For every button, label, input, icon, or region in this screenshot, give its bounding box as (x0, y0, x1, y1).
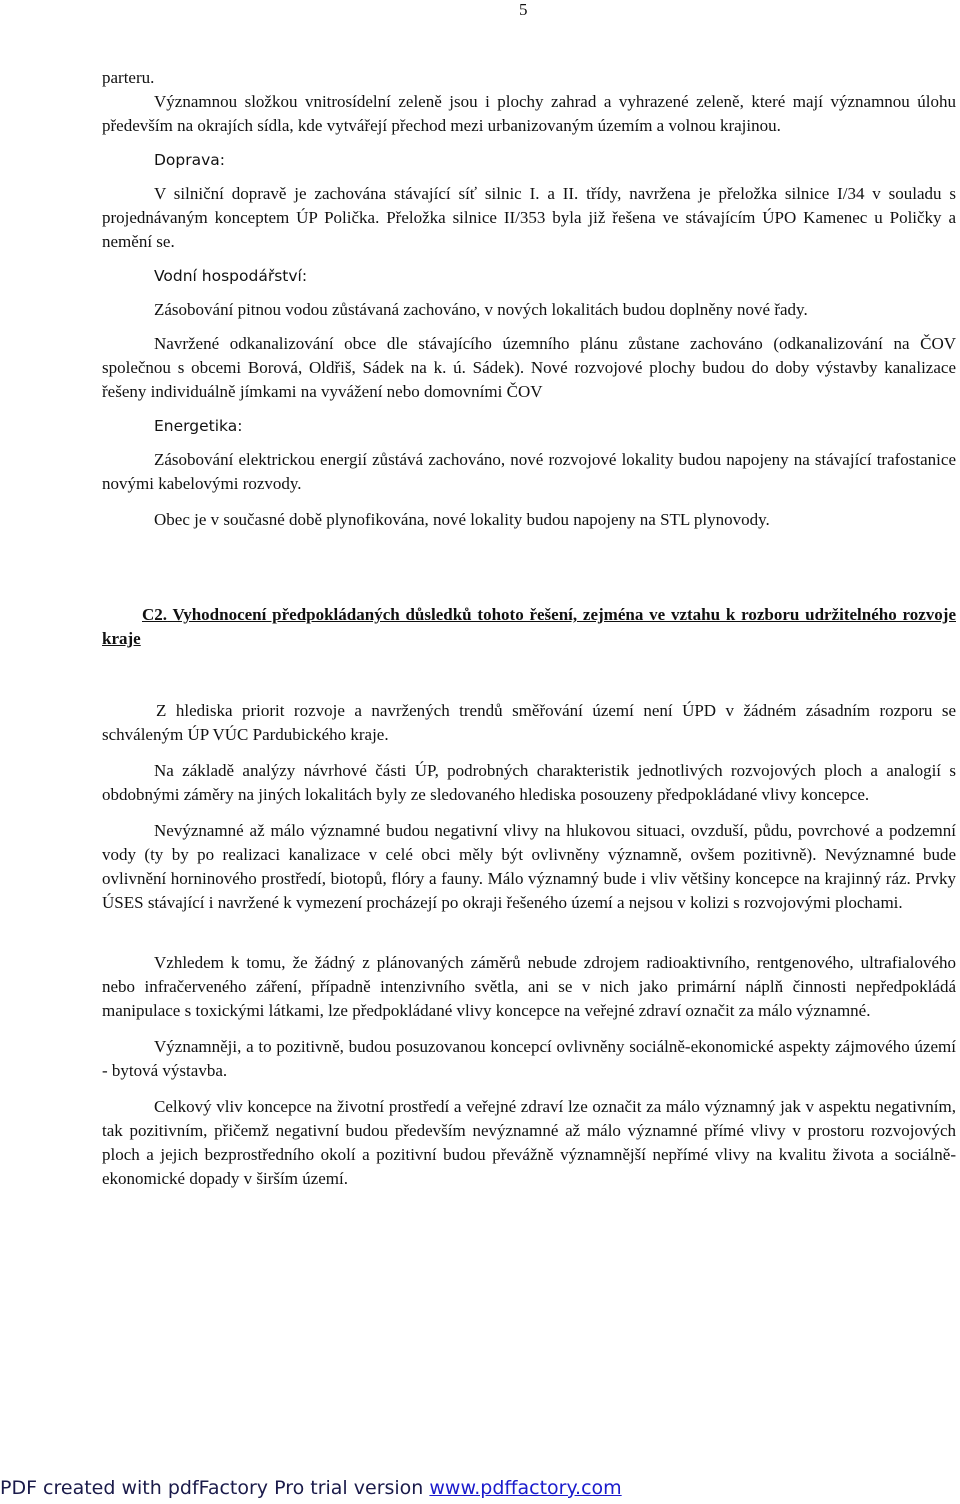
paragraph: Z hlediska priorit rozvoje a navržených trendů směřování území není ÚPD v žádném zásadním rozporu se schváleným ÚP VÚC Pardubického kraje. (102, 701, 956, 744)
document-body (102, 66, 956, 1191)
paragraph: Obec je v současné době plynofikována, nové lokality budou napojeny na STL plynovody. (154, 510, 770, 529)
paragraph: Významnou složkou vnitrosídelní zeleně jsou i plochy zahrad a vyhrazené zeleně, které mají významnou úlohu především na okrajích sídla, kde vytvářejí přechod mezi urbanizovaným územím a volnou krajinou. (102, 92, 956, 135)
heading-doprava: Doprava: (154, 151, 226, 169)
paragraph: Celkový vliv koncepce na životní prostředí a veřejné zdraví lze označit za málo významný jak v aspektu negativním, tak pozitivním, přičemž negativní budou především nevýznamné až málo významné přímé vlivy v prostoru rozvojových ploch a jejich bezprostředního okolí a pozitivní budou převážně významnější nepřímé vlivy na kvalitu života a sociálně-ekonomické dopady v širším území. (102, 1097, 956, 1188)
footer-text: PDF created with pdfFactory Pro trial version (0, 1477, 430, 1499)
page-number: 5 (519, 0, 528, 19)
heading-vodni-hospodarstvi: Vodní hospodářství: (154, 267, 308, 285)
paragraph: Na základě analýzy návrhové části ÚP, podrobných charakteristik jednotlivých rozvojových ploch a analogií s obdobnými záměry na jiných lokalitách byly ze sledovaného hlediska posouzeny předpokládané vlivy koncepce. (102, 761, 956, 804)
paragraph: V silniční dopravě je zachována stávající síť silnic I. a II. třídy, navržena je přeložka silnice I/34 v souladu s projednávaným konceptem ÚP Polička. Přeložka silnice II/353 byla již řešena ve stávajícím ÚPO Kamenec u Poličky a nemění se. (102, 184, 956, 251)
paragraph: Zásobování elektrickou energií zůstává zachováno, nové rozvojové lokality budou napojeny na stávající trafostanice novými kabelovými rozvody. (102, 450, 956, 493)
pdf-footer (0, 1477, 622, 1499)
paragraph: parteru. (102, 68, 155, 87)
section-number: C2. (142, 605, 168, 624)
paragraph: Navržené odkanalizování obce dle stávajícího územního plánu zůstane zachováno (odkanalizování na ČOV společnou s obcemi Borová, Oldřiš, Sádek na k. ú. Sádek). Nové rozvojové plochy budou do doby výstavby kanalizace řešeny individuálně jímkami na vyvážení nebo domovními ČOV (102, 334, 956, 401)
paragraph: Významněji, a to pozitivně, budou posuzovanou koncepcí ovlivněny sociálně-ekonomické aspekty zájmového území - bytová výstavba. (102, 1037, 956, 1080)
paragraph: Nevýznamné až málo významné budou negativní vlivy na hlukovou situaci, ovzduší, půdu, povrchové a podzemní vody (ty by po realizaci kanalizace v celé obci měly být ovlivněny významně, ovšem pozitivně). Nevýznamné bude ovlivnění horninového prostředí, biotopů, flóry a fauny. Málo významný bude i vliv většiny koncepce na krajinný ráz. Prvky ÚSES stávající i navržené k vymezení procházejí po okraji řešeného území a nejsou v kolizi s rozvojovými plochami. (102, 821, 956, 912)
heading-energetika: Energetika: (154, 417, 243, 435)
section-title-text: Vyhodnocení předpokládaných důsledků tohoto řešení, zejména ve vztahu k rozboru udržitelného rozvoje kraje (102, 605, 956, 648)
footer-link[interactable]: www.pdffactory.com (429, 1477, 622, 1499)
paragraph: Vzhledem k tomu, že žádný z plánovaných záměrů nebude zdrojem radioaktivního, rentgenového, ultrafialového nebo infračerveného záření, případně intenzivního světla, ani se v nich jako primární náplň činnosti nepředpokládá manipulace s toxickými látkami, lze předpokládané vlivy koncepce na veřejné zdraví označit za málo významné. (102, 953, 956, 1020)
section-title-c2 (102, 603, 956, 651)
paragraph: Zásobování pitnou vodou zůstávaná zachováno, v nových lokalitách budou doplněny nové řady. (154, 300, 808, 319)
